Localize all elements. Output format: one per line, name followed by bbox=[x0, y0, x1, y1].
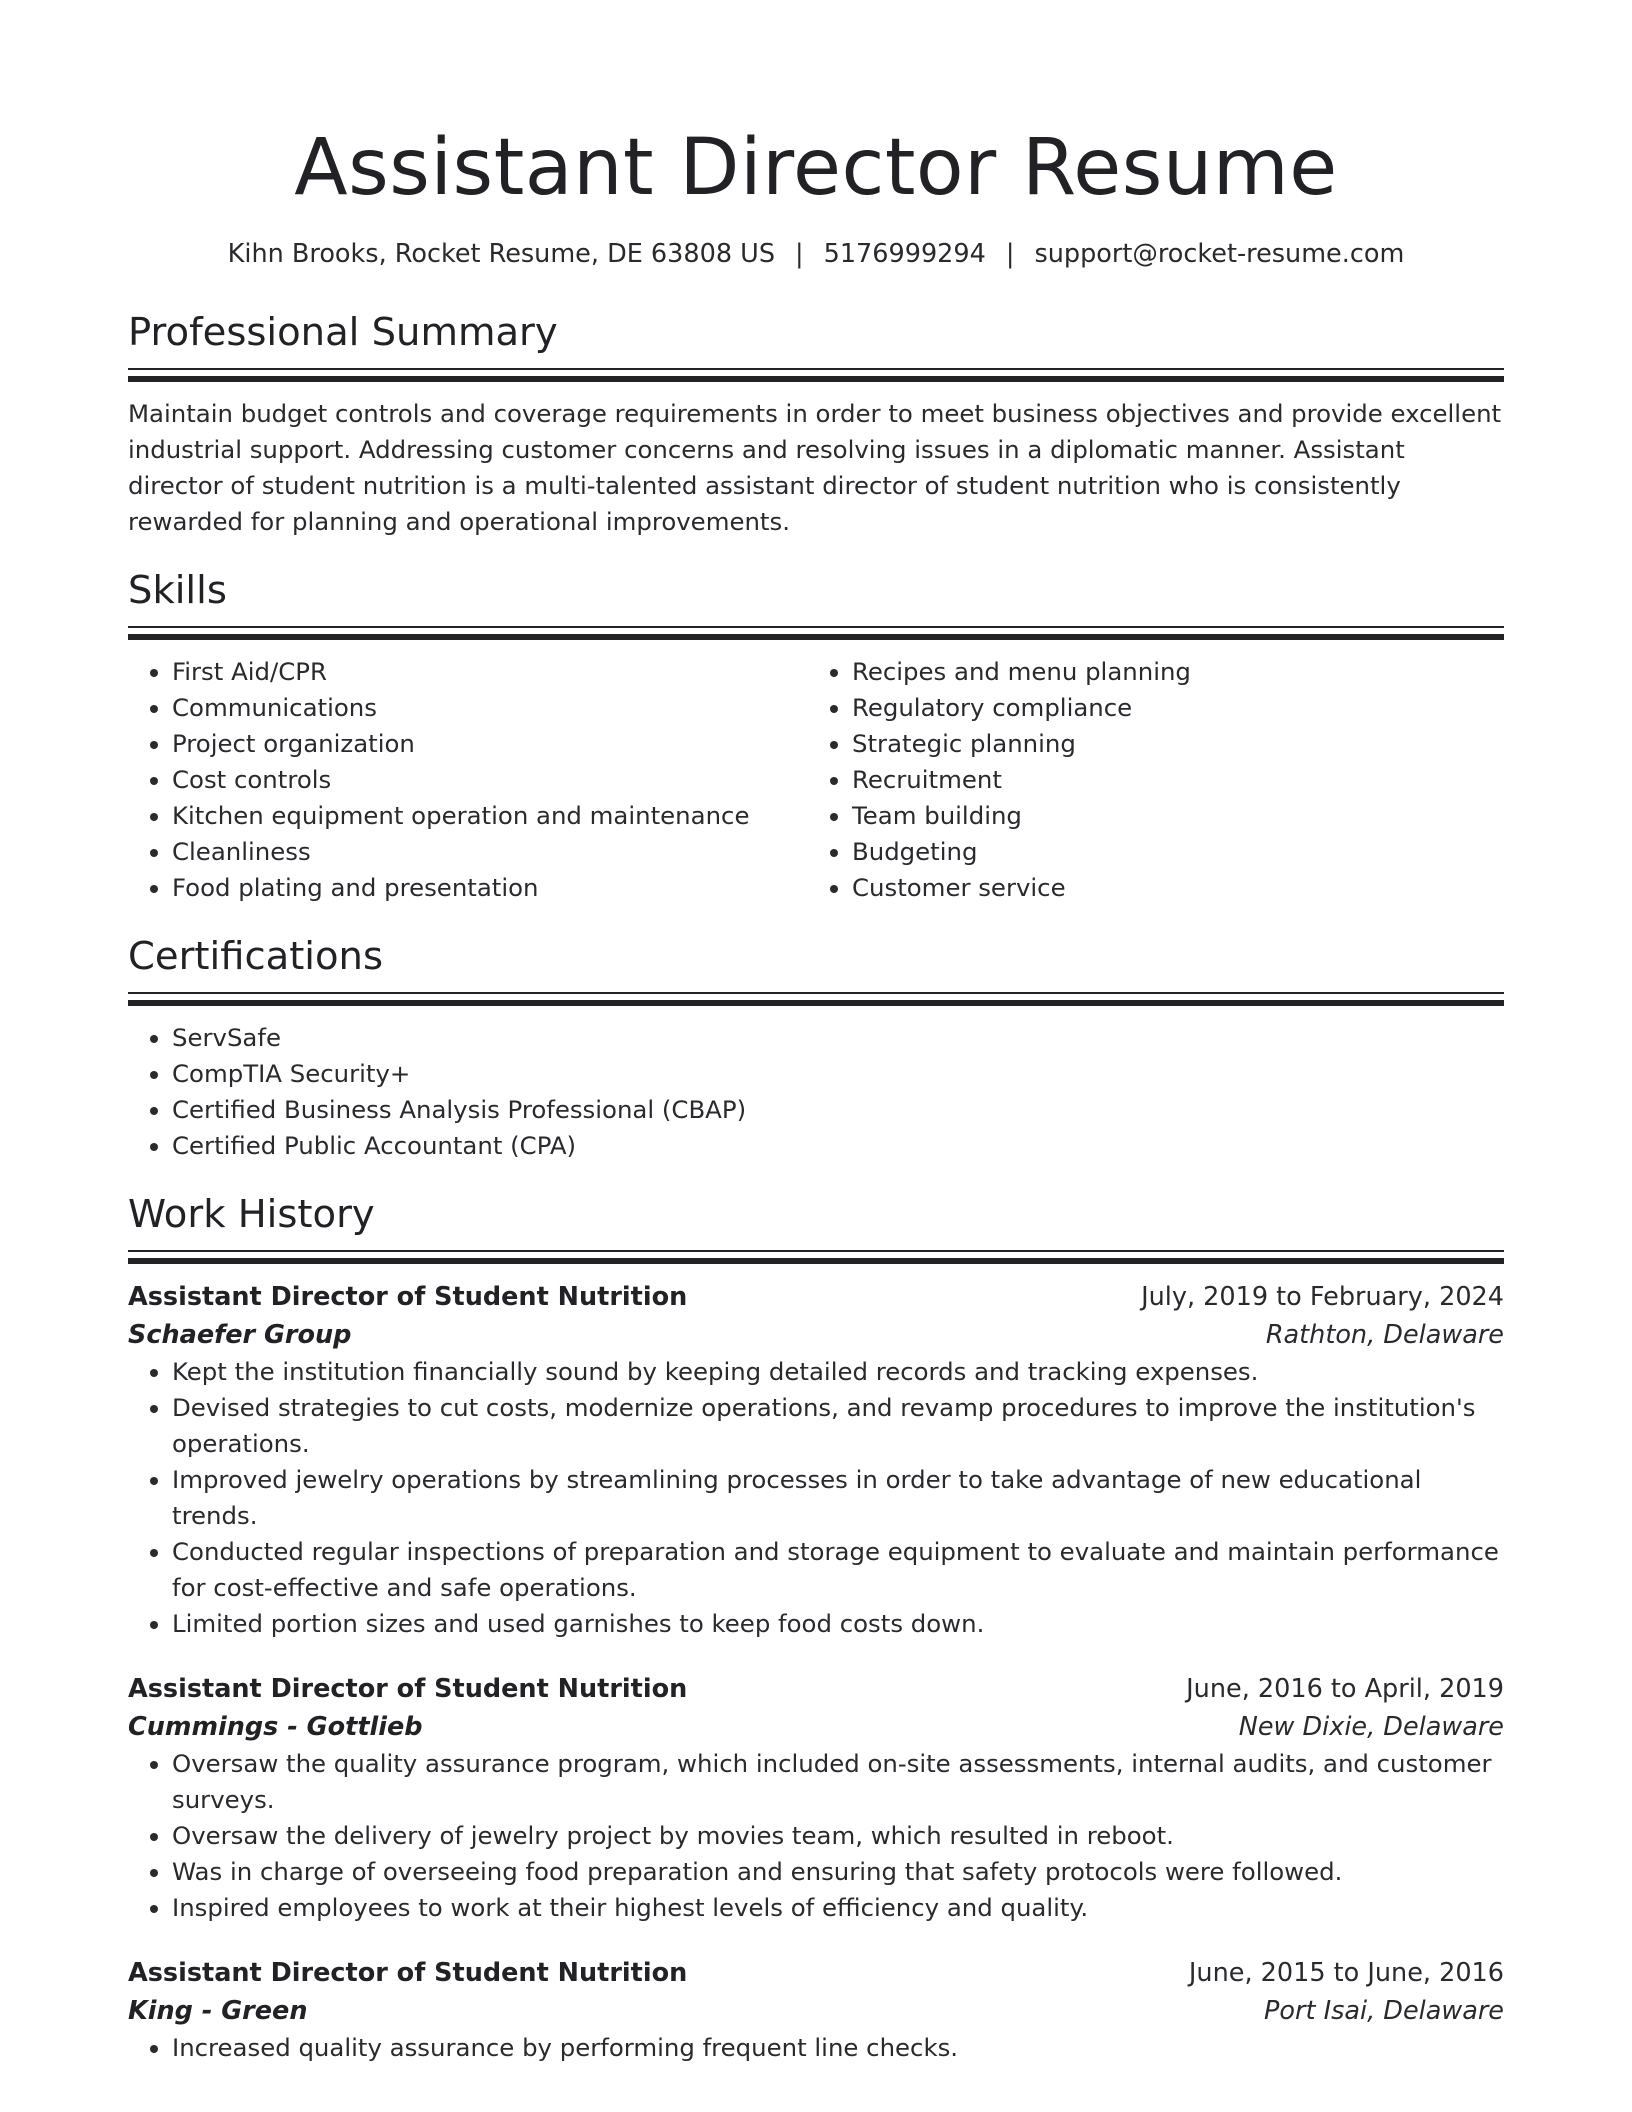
job-company: Schaefer Group bbox=[128, 1320, 352, 1350]
job-bullet: • Increased quality assurance by performing frequent line checks. bbox=[172, 2030, 1504, 2066]
section-heading-work-history: Work History bbox=[128, 1192, 375, 1237]
job-header bbox=[128, 1670, 1504, 1708]
skill-item: • Kitchen equipment operation and maintenance bbox=[172, 798, 808, 834]
job-subheader bbox=[128, 1316, 1504, 1354]
page-title: Assistant Director Resume bbox=[294, 123, 1338, 213]
skill-item: • Cleanliness bbox=[172, 834, 808, 870]
job-bullet: • Conducted regular inspections of preparation and storage equipment to evaluate and maintain performance for cost-effective and safe operations. bbox=[172, 1534, 1504, 1606]
job-title: Assistant Director of Student Nutrition bbox=[128, 1958, 688, 1988]
job-bullet: • Devised strategies to cut costs, modernize operations, and revamp procedures to improve the institution's operations. bbox=[172, 1390, 1504, 1462]
section-heading-summary: Professional Summary bbox=[128, 310, 558, 355]
skill-item: • Communications bbox=[172, 690, 808, 726]
section-divider bbox=[128, 368, 1504, 382]
contact-phone: 5176999294 bbox=[823, 239, 986, 269]
job-bullet: • Oversaw the delivery of jewelry project by movies team, which resulted in reboot. bbox=[172, 1818, 1504, 1854]
job-bullet: • Limited portion sizes and used garnishes to keep food costs down. bbox=[172, 1606, 1504, 1642]
job-subheader bbox=[128, 1708, 1504, 1746]
section-divider bbox=[128, 992, 1504, 1006]
section-divider bbox=[128, 1250, 1504, 1264]
skill-item: • First Aid/CPR bbox=[172, 654, 808, 690]
skill-item: • Food plating and presentation bbox=[172, 870, 808, 906]
job-header bbox=[128, 1278, 1504, 1316]
job-title: Assistant Director of Student Nutrition bbox=[128, 1282, 688, 1312]
certifications-section bbox=[128, 932, 1504, 1164]
skill-item: • Budgeting bbox=[852, 834, 1504, 870]
skills-column-left bbox=[128, 654, 808, 906]
job-entry bbox=[128, 1278, 1504, 1642]
skill-item: • Customer service bbox=[852, 870, 1504, 906]
contact-separator: | bbox=[1005, 239, 1015, 269]
job-bullet: • Inspired employees to work at their highest levels of efficiency and quality. bbox=[172, 1890, 1504, 1926]
skills-section bbox=[128, 566, 1504, 906]
certification-item: • Certified Business Analysis Professional (CBAP) bbox=[172, 1092, 1504, 1128]
job-dates: July, 2019 to February, 2024 bbox=[1141, 1282, 1504, 1312]
job-location: New Dixie, Delaware bbox=[1238, 1712, 1504, 1742]
job-header bbox=[128, 1954, 1504, 1992]
skill-item: • Recruitment bbox=[852, 762, 1504, 798]
skill-item: • Team building bbox=[852, 798, 1504, 834]
job-title: Assistant Director of Student Nutrition bbox=[128, 1674, 688, 1704]
contact-separator: | bbox=[795, 239, 804, 269]
certification-item: • Certified Public Accountant (CPA) bbox=[172, 1128, 1504, 1164]
skill-item: • Regulatory compliance bbox=[852, 690, 1504, 726]
contact-line bbox=[128, 236, 1504, 272]
skill-item: • Project organization bbox=[172, 726, 808, 762]
job-bullet: • Oversaw the quality assurance program, which included on-site assessments, internal audits, and customer surveys. bbox=[172, 1746, 1504, 1818]
job-bullet-list bbox=[128, 1354, 1504, 1642]
certification-item: • ServSafe bbox=[172, 1020, 1504, 1056]
job-dates: June, 2015 to June, 2016 bbox=[1188, 1958, 1504, 1988]
job-bullet: • Kept the institution financially sound by keeping detailed records and tracking expenses. bbox=[172, 1354, 1504, 1390]
summary-text: Maintain budget controls and coverage requirements in order to meet business objectives and provide excellent industrial support. Addressing customer concerns and resolving issues in a diplomatic manner. Assistant director of student nutrition is a multi-talented assistant director of student nutrition who is consistently rewarded for planning and operational improvements. bbox=[128, 399, 1502, 536]
certification-item: • CompTIA Security+ bbox=[172, 1056, 1504, 1092]
job-bullet: • Improved jewelry operations by streamlining processes in order to take advantage of new educational trends. bbox=[172, 1462, 1504, 1534]
job-location: Rathton, Delaware bbox=[1265, 1320, 1504, 1350]
skill-item: • Strategic planning bbox=[852, 726, 1504, 762]
job-company: Cummings - Gottlieb bbox=[128, 1712, 423, 1742]
job-entry bbox=[128, 1670, 1504, 1926]
section-heading-skills: Skills bbox=[128, 568, 227, 613]
job-dates: June, 2016 to April, 2019 bbox=[1186, 1674, 1504, 1704]
job-company: King - Green bbox=[128, 1996, 308, 2026]
skills-list-right bbox=[808, 654, 1504, 906]
skill-item: • Recipes and menu planning bbox=[852, 654, 1504, 690]
certifications-list bbox=[128, 1020, 1504, 1164]
work-history-section bbox=[128, 1190, 1504, 2066]
job-bullet-list bbox=[128, 1746, 1504, 1926]
job-bullet: • Was in charge of overseeing food preparation and ensuring that safety protocols were followed. bbox=[172, 1854, 1504, 1890]
job-entry bbox=[128, 1954, 1504, 2066]
skills-list-left bbox=[128, 654, 808, 906]
contact-email: support@rocket-resume.com bbox=[1034, 239, 1405, 269]
job-subheader bbox=[128, 1992, 1504, 2030]
job-location: Port Isai, Delaware bbox=[1264, 1996, 1504, 2026]
skill-item: • Cost controls bbox=[172, 762, 808, 798]
job-bullet-list bbox=[128, 2030, 1504, 2066]
section-heading-certifications: Certifications bbox=[128, 934, 384, 979]
contact-address: Kihn Brooks, Rocket Resume, DE 63808 US bbox=[227, 239, 776, 269]
summary-section bbox=[128, 308, 1504, 540]
skills-columns bbox=[128, 654, 1504, 906]
skills-column-right bbox=[808, 654, 1504, 906]
section-divider bbox=[128, 626, 1504, 640]
